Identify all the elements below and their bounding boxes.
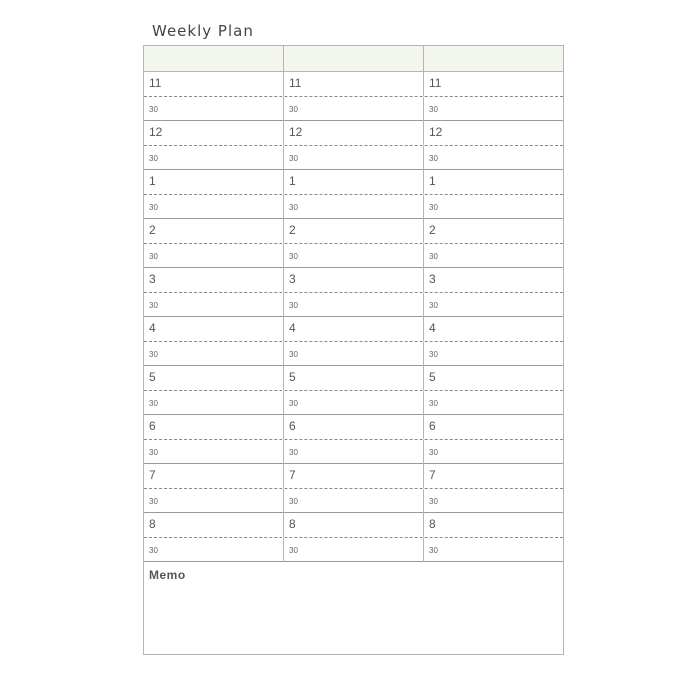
half-hour-cell[interactable] — [284, 538, 424, 562]
half-hour-label: 30 — [429, 546, 438, 555]
half-hour-cell[interactable] — [424, 342, 563, 366]
day-header-cell[interactable] — [284, 46, 424, 71]
hour-cell[interactable] — [424, 317, 563, 341]
half-hour-row — [144, 391, 563, 415]
half-hour-row — [144, 489, 563, 513]
hour-label: 3 — [289, 272, 296, 286]
half-hour-label: 30 — [289, 203, 298, 212]
hour-label: 12 — [289, 125, 303, 139]
half-hour-label: 30 — [429, 350, 438, 359]
hour-cell[interactable] — [424, 415, 563, 439]
hour-cell[interactable] — [424, 219, 563, 243]
half-hour-label: 30 — [429, 154, 438, 163]
hour-label: 4 — [289, 321, 296, 335]
half-hour-label: 30 — [429, 252, 438, 261]
half-hour-label: 30 — [149, 448, 158, 457]
half-hour-label: 30 — [429, 497, 438, 506]
hour-cell[interactable] — [144, 366, 284, 390]
hour-cell[interactable] — [424, 170, 563, 194]
half-hour-row — [144, 146, 563, 170]
half-hour-row — [144, 293, 563, 317]
page-title: Weekly Plan — [152, 22, 254, 40]
hour-cell[interactable] — [144, 317, 284, 341]
hour-cell[interactable] — [144, 268, 284, 292]
hour-row — [144, 72, 563, 97]
half-hour-label: 30 — [149, 350, 158, 359]
hour-label: 11 — [429, 76, 442, 90]
half-hour-cell[interactable] — [424, 391, 563, 415]
hour-rows — [144, 72, 563, 562]
half-hour-row — [144, 195, 563, 219]
half-hour-cell[interactable] — [424, 146, 563, 170]
hour-cell[interactable] — [424, 121, 563, 145]
hour-cell[interactable] — [424, 268, 563, 292]
hour-cell[interactable] — [284, 415, 424, 439]
half-hour-cell[interactable] — [144, 538, 284, 562]
hour-label: 12 — [149, 125, 163, 139]
half-hour-label: 30 — [429, 105, 438, 114]
half-hour-cell[interactable] — [424, 538, 563, 562]
day-header-row — [144, 46, 563, 72]
half-hour-cell[interactable] — [284, 489, 424, 513]
half-hour-label: 30 — [289, 448, 298, 457]
half-hour-label: 30 — [149, 105, 158, 114]
hour-cell[interactable] — [144, 464, 284, 488]
half-hour-cell[interactable] — [424, 97, 563, 121]
hour-cell[interactable] — [284, 170, 424, 194]
hour-row — [144, 121, 563, 146]
hour-row — [144, 415, 563, 440]
half-hour-label: 30 — [429, 448, 438, 457]
half-hour-cell[interactable] — [424, 195, 563, 219]
half-hour-label: 30 — [429, 301, 438, 310]
half-hour-cell[interactable] — [284, 391, 424, 415]
half-hour-row — [144, 97, 563, 121]
hour-label: 7 — [289, 468, 296, 482]
hour-block — [144, 268, 563, 317]
hour-cell[interactable] — [144, 72, 284, 96]
half-hour-cell[interactable] — [424, 440, 563, 464]
half-hour-cell[interactable] — [144, 244, 284, 268]
hour-cell[interactable] — [284, 121, 424, 145]
hour-block — [144, 366, 563, 415]
half-hour-cell[interactable] — [144, 489, 284, 513]
hour-row — [144, 513, 563, 538]
half-hour-label: 30 — [289, 105, 298, 114]
half-hour-label: 30 — [289, 350, 298, 359]
half-hour-label: 30 — [149, 301, 158, 310]
hour-block — [144, 317, 563, 366]
hour-label: 8 — [289, 517, 296, 531]
hour-cell[interactable] — [424, 366, 563, 390]
hour-label: 5 — [429, 370, 436, 384]
hour-label: 11 — [149, 76, 162, 90]
hour-label: 3 — [429, 272, 436, 286]
hour-label: 8 — [149, 517, 156, 531]
half-hour-label: 30 — [289, 497, 298, 506]
hour-label: 6 — [289, 419, 296, 433]
hour-block — [144, 415, 563, 464]
hour-cell[interactable] — [424, 72, 563, 96]
half-hour-label: 30 — [289, 301, 298, 310]
hour-cell[interactable] — [144, 219, 284, 243]
half-hour-label: 30 — [149, 497, 158, 506]
half-hour-cell[interactable] — [284, 440, 424, 464]
hour-label: 4 — [429, 321, 436, 335]
planner-grid — [143, 45, 564, 655]
half-hour-label: 30 — [289, 399, 298, 408]
hour-label: 8 — [429, 517, 436, 531]
half-hour-cell[interactable] — [284, 244, 424, 268]
hour-block — [144, 513, 563, 562]
hour-label: 2 — [149, 223, 156, 237]
half-hour-cell[interactable] — [284, 195, 424, 219]
memo-label: Memo — [149, 568, 186, 582]
day-header-cell[interactable] — [144, 46, 284, 71]
hour-label: 6 — [149, 419, 156, 433]
hour-label: 5 — [149, 370, 156, 384]
half-hour-cell[interactable] — [144, 146, 284, 170]
hour-cell[interactable] — [144, 121, 284, 145]
hour-cell[interactable] — [144, 170, 284, 194]
half-hour-cell[interactable] — [144, 440, 284, 464]
hour-row — [144, 464, 563, 489]
hour-label: 11 — [289, 76, 302, 90]
hour-row — [144, 170, 563, 195]
hour-label: 6 — [429, 419, 436, 433]
hour-block — [144, 72, 563, 121]
half-hour-cell[interactable] — [284, 342, 424, 366]
half-hour-cell[interactable] — [284, 146, 424, 170]
half-hour-label: 30 — [289, 154, 298, 163]
half-hour-label: 30 — [149, 546, 158, 555]
hour-cell[interactable] — [284, 464, 424, 488]
half-hour-cell[interactable] — [144, 391, 284, 415]
hour-cell[interactable] — [144, 513, 284, 537]
hour-cell[interactable] — [284, 72, 424, 96]
hour-cell[interactable] — [284, 513, 424, 537]
hour-cell[interactable] — [144, 415, 284, 439]
half-hour-cell[interactable] — [424, 293, 563, 317]
hour-block — [144, 464, 563, 513]
hour-label: 1 — [289, 174, 296, 188]
hour-row — [144, 366, 563, 391]
hour-row — [144, 219, 563, 244]
hour-label: 4 — [149, 321, 156, 335]
hour-row — [144, 317, 563, 342]
hour-label: 12 — [429, 125, 443, 139]
half-hour-label: 30 — [289, 252, 298, 261]
half-hour-cell[interactable] — [424, 489, 563, 513]
hour-cell[interactable] — [284, 366, 424, 390]
half-hour-cell[interactable] — [144, 342, 284, 366]
hour-block — [144, 121, 563, 170]
hour-block — [144, 170, 563, 219]
hour-cell[interactable] — [424, 513, 563, 537]
memo-section[interactable] — [144, 562, 563, 646]
half-hour-label: 30 — [149, 399, 158, 408]
hour-label: 7 — [149, 468, 156, 482]
hour-cell[interactable] — [424, 464, 563, 488]
hour-row — [144, 268, 563, 293]
day-header-cell[interactable] — [424, 46, 563, 71]
half-hour-cell[interactable] — [144, 293, 284, 317]
half-hour-row — [144, 244, 563, 268]
hour-cell[interactable] — [284, 268, 424, 292]
half-hour-row — [144, 538, 563, 562]
hour-label: 2 — [289, 223, 296, 237]
half-hour-label: 30 — [149, 154, 158, 163]
hour-label: 7 — [429, 468, 436, 482]
half-hour-cell[interactable] — [144, 97, 284, 121]
half-hour-label: 30 — [429, 399, 438, 408]
half-hour-cell[interactable] — [284, 293, 424, 317]
hour-cell[interactable] — [284, 317, 424, 341]
half-hour-cell[interactable] — [144, 195, 284, 219]
hour-label: 3 — [149, 272, 156, 286]
half-hour-label: 30 — [289, 546, 298, 555]
hour-block — [144, 219, 563, 268]
half-hour-label: 30 — [149, 203, 158, 212]
half-hour-label: 30 — [429, 203, 438, 212]
hour-label: 1 — [149, 174, 156, 188]
half-hour-label: 30 — [149, 252, 158, 261]
hour-label: 5 — [289, 370, 296, 384]
half-hour-cell[interactable] — [424, 244, 563, 268]
hour-label: 2 — [429, 223, 436, 237]
half-hour-cell[interactable] — [284, 97, 424, 121]
half-hour-row — [144, 342, 563, 366]
half-hour-row — [144, 440, 563, 464]
hour-cell[interactable] — [284, 219, 424, 243]
hour-label: 1 — [429, 174, 436, 188]
